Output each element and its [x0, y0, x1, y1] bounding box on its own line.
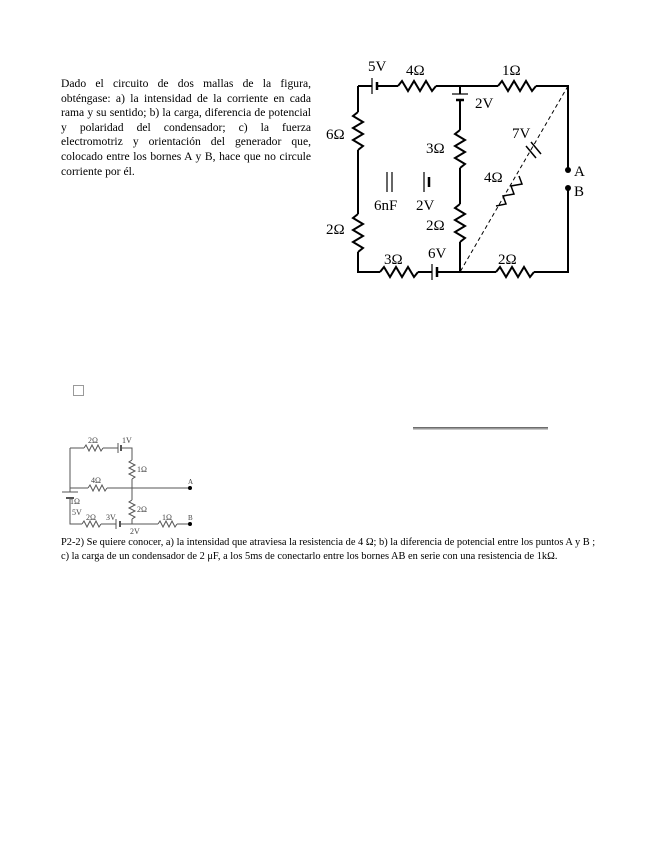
label-r2-mid: 2Ω — [137, 505, 147, 514]
label-r2-bot: 2Ω — [86, 513, 96, 522]
label-5v: 5V — [368, 59, 387, 75]
terminal-b-dot — [565, 185, 571, 191]
label-r2-bot: 2Ω — [498, 252, 517, 268]
label-terminal-b: B — [574, 184, 585, 200]
label-r2-mid: 2Ω — [426, 218, 445, 234]
wire — [534, 188, 568, 272]
label-6v: 6V — [428, 246, 447, 262]
wire — [536, 86, 568, 170]
label-r1-top: 1Ω — [502, 63, 521, 79]
label-2v-mid: 2V — [416, 198, 435, 214]
circuit-diagram-2 — [58, 432, 208, 536]
label-r4-top: 4Ω — [406, 63, 425, 79]
circuit-diagram-1 — [320, 54, 600, 294]
label-v3: 3V — [106, 513, 116, 522]
label-r1-bot: 1Ω — [162, 513, 172, 522]
label-r3-mid: 3Ω — [426, 141, 445, 157]
resistor-2-mid — [455, 204, 465, 242]
label-2v-top: 2V — [475, 96, 494, 112]
label-cap: 6nF — [374, 198, 398, 214]
wire — [358, 252, 380, 272]
resistor-2-mid — [129, 500, 135, 519]
resistor-3-bot — [380, 267, 418, 277]
label-r2-top: 2Ω — [88, 436, 98, 445]
label-terminal-b: B — [188, 514, 193, 522]
terminal-b-dot — [188, 522, 192, 526]
label-v1-top: 1V — [122, 436, 132, 445]
wire — [121, 448, 132, 460]
problem-2-statement: P2-2) Se quiere conocer, a) la intensidad que atraviesa la resistencia de 4 Ω; b) la diferencia de potencial entre los puntos A y B ; c) la carga de un condensador de 2 μF, a los 5ms de conectarlo entre los bornes AB en serie con una resistencia de 1kΩ. — [61, 537, 596, 562]
resistor-2-bot — [496, 267, 534, 277]
empty-checkbox[interactable] — [73, 385, 84, 396]
label-7v: 7V — [512, 126, 531, 142]
horizontal-rule — [413, 427, 548, 430]
resistor-1-right — [129, 460, 135, 479]
resistor-1-top — [498, 81, 536, 91]
label-r6: 6Ω — [326, 127, 345, 143]
resistor-2-top — [84, 445, 103, 451]
terminal-a-dot — [188, 486, 192, 490]
label-r1-right: 1Ω — [137, 465, 147, 474]
terminal-a-dot — [565, 167, 571, 173]
label-terminal-a: A — [574, 164, 585, 180]
label-r1-left: 1Ω — [70, 497, 80, 506]
label-r4: 4Ω — [91, 476, 101, 485]
resistor-2-left — [353, 214, 363, 252]
problem-1-statement: Dado el circuito de dos mallas de la figura, obténgase: a) la intensidad de la corriente en cada rama y su sentido; b) la carga, diferencia de potencial y polaridad del condensador; c) la fuerza electromotriz y orientación del generador que, colocado entre los bornes A y B, hace que no circule corriente por él. — [61, 77, 311, 178]
resistor-6 — [353, 112, 363, 150]
label-v2: 2V — [130, 527, 140, 536]
resistor-4-top — [398, 81, 436, 91]
label-r3-bot: 3Ω — [384, 252, 403, 268]
resistor-4 — [88, 485, 107, 491]
label-terminal-a: A — [188, 478, 194, 486]
label-r4-diag: 4Ω — [484, 170, 503, 186]
label-r2-left: 2Ω — [326, 222, 345, 238]
resistor-3-mid — [455, 130, 465, 168]
label-v5: 5V — [72, 508, 82, 517]
dashed-diagonal — [460, 86, 568, 272]
battery-7v-plate — [526, 146, 536, 158]
